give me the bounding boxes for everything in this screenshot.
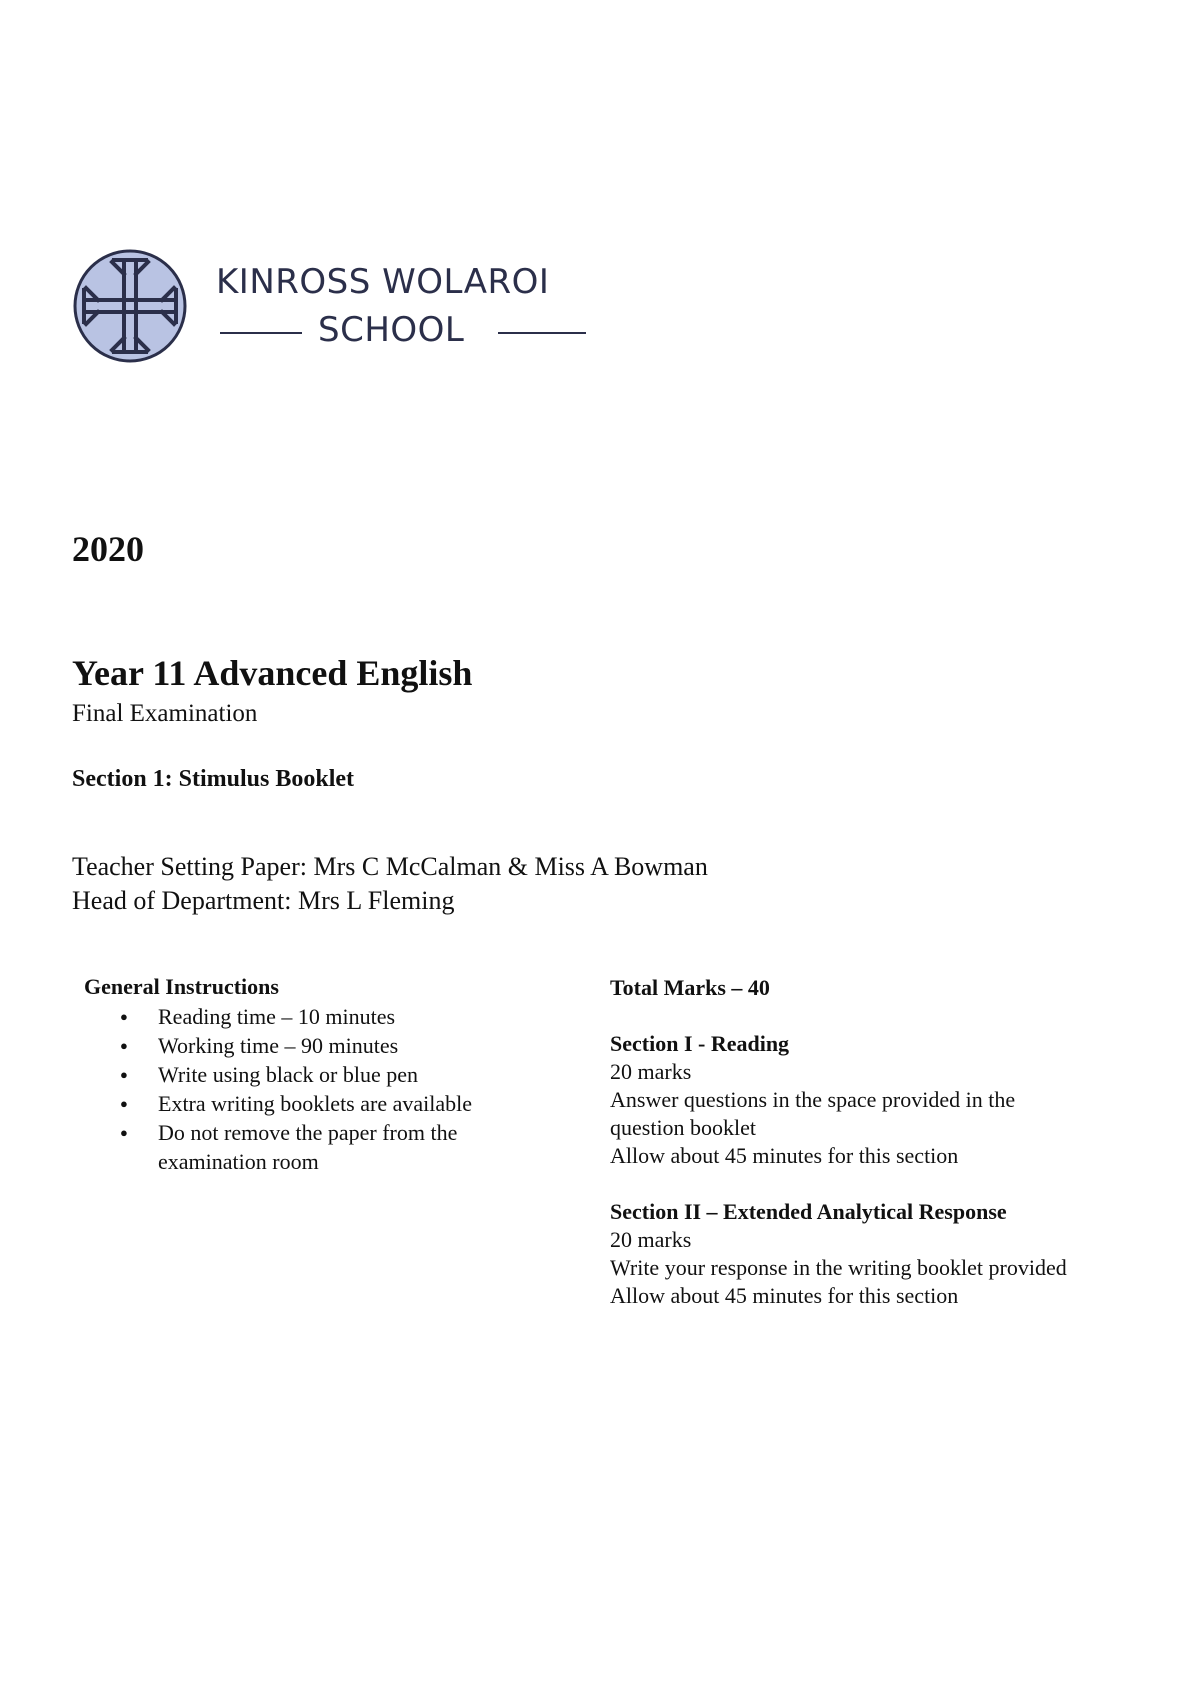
- school-name-line2-group: [200, 308, 600, 352]
- list-item: ● Extra writing booklets are available: [158, 1089, 544, 1118]
- section-heading: Section 1: Stimulus Booklet: [72, 766, 355, 792]
- marks-summary: [610, 974, 1090, 1310]
- section-1-instruction: Answer questions in the space provided in the question booklet: [610, 1087, 1016, 1140]
- section-1-marks: 20 marks: [610, 1059, 692, 1084]
- course-title: Year 11 Advanced English: [72, 653, 473, 693]
- list-item: ● Do not remove the paper from the examination room: [158, 1118, 544, 1176]
- list-item: ● Reading time – 10 minutes: [158, 1002, 544, 1031]
- school-name-line2: SCHOOL: [318, 310, 465, 350]
- section-2-marks: 20 marks: [610, 1227, 692, 1252]
- head-of-department: Head of Department: Mrs L Fleming: [72, 886, 455, 915]
- wordmark-rule-right: [498, 332, 586, 334]
- teacher-setting-paper: Teacher Setting Paper: Mrs C McCalman & Miss A Bowman: [72, 852, 708, 881]
- school-name-line1: KINROSS WOLAROI: [216, 262, 550, 302]
- total-marks: Total Marks – 40: [610, 975, 770, 1000]
- school-wordmark: [200, 258, 620, 358]
- section-1-time: Allow about 45 minutes for this section: [610, 1143, 959, 1168]
- list-item: ● Write using black or blue pen: [158, 1060, 544, 1089]
- section-1-title: Section I - Reading: [610, 1031, 790, 1056]
- general-instructions-heading: General Instructions: [84, 974, 279, 999]
- school-crest-icon: [72, 248, 188, 364]
- wordmark-rule-left: [220, 332, 302, 334]
- exam-year: 2020: [72, 529, 144, 569]
- instructions-list: [84, 1002, 544, 1176]
- section-2-instruction: Write your response in the writing booklet provided: [610, 1255, 1067, 1280]
- section-2-time: Allow about 45 minutes for this section: [610, 1283, 959, 1308]
- exam-type: Final Examination: [72, 700, 258, 727]
- list-item: ● Working time – 90 minutes: [158, 1031, 544, 1060]
- section-2-title: Section II – Extended Analytical Response: [610, 1199, 1007, 1224]
- general-instructions: [84, 974, 544, 1176]
